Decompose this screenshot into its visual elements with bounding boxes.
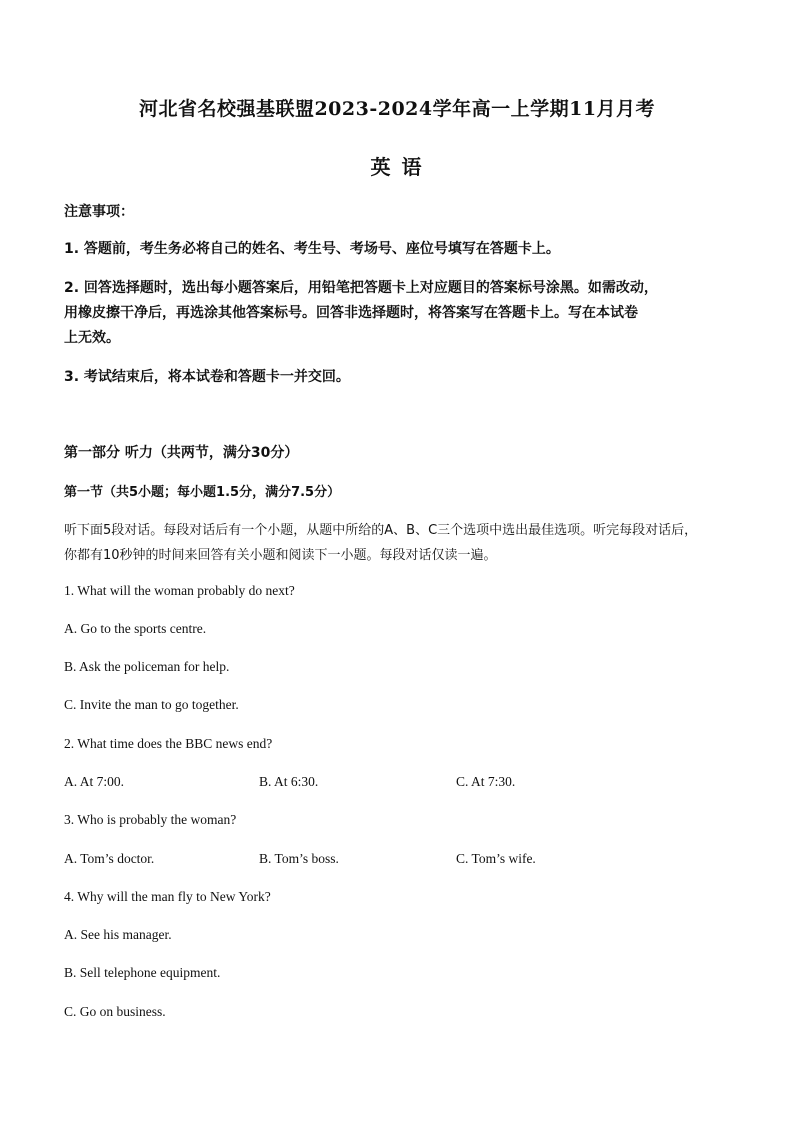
question-2-option-c: C. At 7:30. <box>456 774 516 789</box>
question-1-option-a: A. Go to the sports centre. <box>64 621 207 636</box>
question-4-option-a: A. See his manager. <box>64 927 172 942</box>
question-stem-1: 1. What will the woman probably do next? <box>64 583 295 598</box>
notice-item-2-line-2: 用橡皮擦干净后，再选涂其他答案标号。回答非选择题时，将答案写在答题卡上。写在本试卷 <box>64 305 638 321</box>
notice-item-2-line-1: 2. 回答选择题时，选出每小题答案后，用铅笔把答题卡上对应题目的答案标号涂黑。如需改动， <box>64 280 658 296</box>
question-1-option-c: C. Invite the man to go together. <box>64 697 239 712</box>
question-3-option-c: C. Tom’s wife. <box>456 851 536 866</box>
instructions-line-1: 听下面5段对话。每段对话后有一个小题，从题中所给的A、B、C三个选项中选出最佳选项。听完每段对话后， <box>64 523 698 538</box>
question-stem-2: 2. What time does the BBC news end? <box>64 736 273 751</box>
question-4-option-b: B. Sell telephone equipment. <box>64 965 221 980</box>
question-stem-4: 4. Why will the man fly to New York? <box>64 889 271 904</box>
question-4-option-c: C. Go on business. <box>64 1004 166 1019</box>
instructions-line-2: 你都有10秒钟的时间来回答有关小题和阅读下一小题。每段对话仅读一遍。 <box>64 548 497 563</box>
notice-item-2-line-3: 上无效。 <box>64 330 120 346</box>
question-1-option-b: B. Ask the policeman for help. <box>64 659 230 674</box>
section1-heading: 第一节（共5小题；每小题1.5分，满分7.5分） <box>64 485 341 500</box>
part1-heading: 第一部分 听力（共两节，满分30分） <box>64 445 299 461</box>
notice-item-1: 1. 答题前，考生务必将自己的姓名、考生号、考场号、座位号填写在答题卡上。 <box>64 241 560 257</box>
notice-heading: 注意事项： <box>64 204 134 220</box>
question-2-option-a: A. At 7:00. <box>64 774 125 789</box>
exam-title: 河北省名校强基联盟2023-2024学年高一上学期11月月考 <box>138 98 656 120</box>
question-stem-3: 3. Who is probably the woman? <box>64 812 237 827</box>
question-3-option-b: B. Tom’s boss. <box>259 851 339 866</box>
notice-item-3: 3. 考试结束后，将本试卷和答题卡一并交回。 <box>64 369 350 385</box>
subject-title: 英 语 <box>370 155 424 179</box>
question-2-option-b: B. At 6:30. <box>259 774 319 789</box>
question-3-option-a: A. Tom’s doctor. <box>64 851 155 866</box>
